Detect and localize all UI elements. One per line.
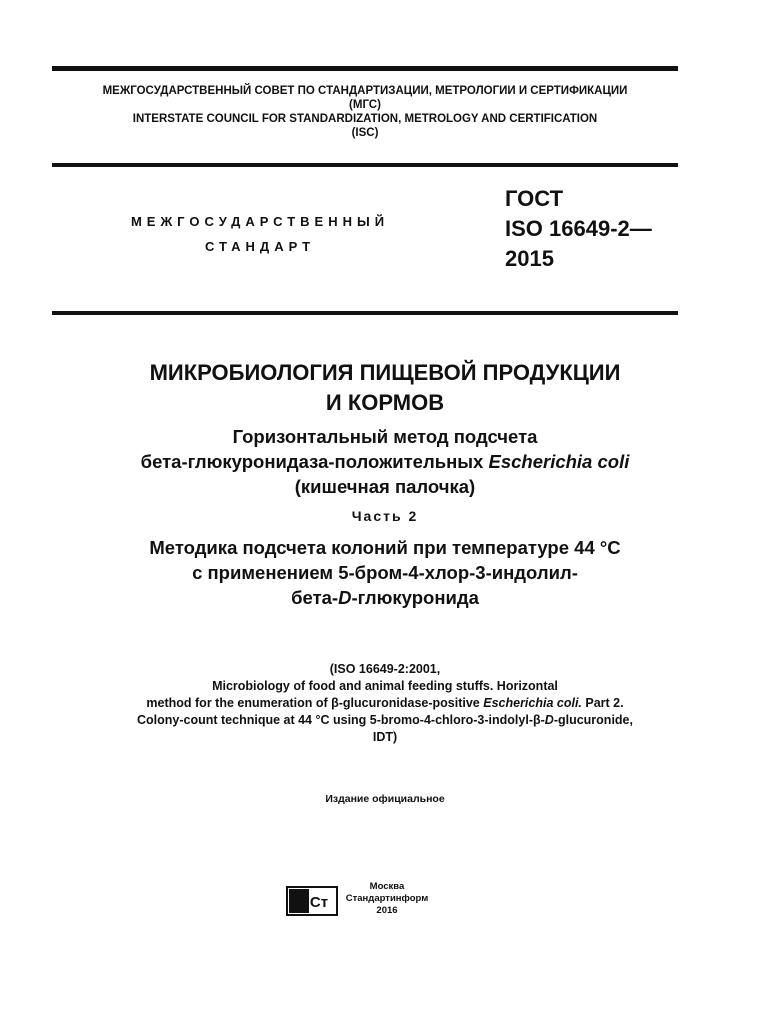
council-abbr-en: (ISC) <box>351 127 379 139</box>
method-title-line3-italic: D <box>338 587 352 608</box>
english-line3-b: Part 2. <box>581 696 624 710</box>
method-title-line3-b: -глюкуронида <box>351 587 479 608</box>
middle-rule <box>52 163 678 167</box>
gost-line2: ISO 16649-2— <box>505 216 652 241</box>
english-title-block <box>40 661 730 746</box>
top-rule <box>52 66 678 71</box>
standard-type-line2: СТАНДАРТ <box>204 239 316 254</box>
subtitle-line3: (кишечная палочка) <box>294 476 476 497</box>
subtitle <box>40 424 730 499</box>
gost-line3: 2015 <box>505 246 554 271</box>
document-title-block <box>40 358 730 610</box>
english-line4-b: -glucuronide, <box>553 713 633 727</box>
subtitle-line2 <box>40 449 730 474</box>
official-edition-note: Издание официальное <box>325 793 445 805</box>
subtitle-line1: Горизонтальный метод подсчета <box>232 426 538 447</box>
standard-type-line1: МЕЖГОСУДАРСТВЕННЫЙ <box>130 214 390 229</box>
method-title-line3 <box>40 585 730 610</box>
publisher-info <box>342 881 432 917</box>
english-line3 <box>40 695 730 712</box>
english-line4-italic: D <box>544 713 554 727</box>
gost-designation <box>505 184 652 274</box>
method-title-line3-a: бета- <box>291 587 339 608</box>
main-title <box>40 358 730 418</box>
gost-line1: ГОСТ <box>505 186 564 211</box>
lower-rule <box>52 311 678 315</box>
council-name-en: INTERSTATE COUNCIL FOR STANDARDIZATION, METROLOGY AND CERTIFICATION <box>132 113 598 125</box>
main-title-line2: И КОРМОВ <box>325 390 445 415</box>
english-line4-a: Colony-count technique at 44 °C using 5-bromo-4-chloro-3-indolyl-β- <box>137 713 545 727</box>
subtitle-line2-species: Escherichia coli <box>488 451 630 472</box>
publisher-city: Москва <box>369 881 405 892</box>
english-line4 <box>40 712 730 729</box>
council-abbr-ru: (МГС) <box>349 99 381 111</box>
publisher-year: 2016 <box>376 905 398 916</box>
english-line3-species: Escherichia coli. <box>483 696 582 710</box>
subtitle-line2-text: бета-глюкуронидаза-положительных <box>140 451 489 472</box>
english-line2: Microbiology of food and animal feeding stuffs. Horizontal <box>212 679 558 693</box>
publisher-name: Стандартинформ <box>345 893 429 904</box>
english-line1: (ISO 16649-2:2001, <box>329 662 441 676</box>
main-title-line1: МИКРОБИОЛОГИЯ ПИЩЕВОЙ ПРОДУКЦИИ <box>149 360 621 385</box>
english-line3-a: method for the enumeration of β-glucuronidase-positive <box>146 696 484 710</box>
part-number: Часть 2 <box>351 508 419 524</box>
council-name-ru: МЕЖГОСУДАРСТВЕННЫЙ СОВЕТ ПО СТАНДАРТИЗАЦИИ, МЕТРОЛОГИИ И СЕРТИФИКАЦИИ <box>102 85 628 97</box>
standard-type-label <box>100 209 420 259</box>
english-line5: IDT) <box>372 730 398 744</box>
method-title-line2: с применением 5-бром-4-хлор-3-индолил- <box>192 562 578 583</box>
method-title-line1: Методика подсчета колоний при температуре 44 °С <box>149 537 621 558</box>
method-title <box>40 535 730 610</box>
standartinform-logo-icon <box>286 886 338 916</box>
logo-text: Ст <box>309 894 329 911</box>
council-header <box>52 84 678 140</box>
